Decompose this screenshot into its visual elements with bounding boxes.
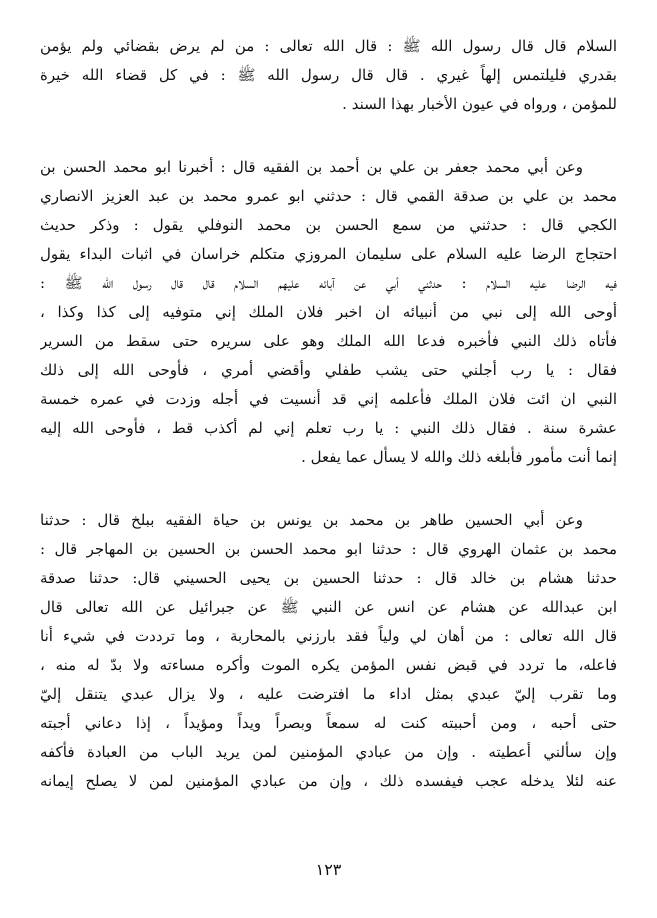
text-line: قال الله تعالى : من أهان لي ولياً فقد بارزني بالمحاربة ، وما ترددت في شيء أنا bbox=[40, 627, 617, 645]
paragraph-gap bbox=[40, 472, 617, 506]
text-line: أوحى الله إلى نبي من أنبيائه ان اخبر فلان الملك إني متوفيه إلى كذا وكذا ، bbox=[40, 303, 617, 321]
text-line: النبي ان ائت فلان الملك فأعلمه إني قد أنسيت في أجله وزدت في عمره خمسة bbox=[40, 390, 617, 408]
text-line: فأتاه ذلك النبي فأخبره فدعا الله الملك وهو على سريره حتى سقط من السرير bbox=[40, 332, 617, 350]
text-line: ابن عبدالله عن هشام عن انس عن النبي ﷺ عن جبرائيل عن الله تعالى قال bbox=[40, 598, 617, 616]
text-line: وإن سألني أعطيته . وإن من عبادي المؤمنين لمن يريد الباب من العبادة فأكفه bbox=[40, 743, 617, 761]
paragraph-2 bbox=[40, 153, 617, 472]
text-line: وعن أبي الحسين طاهر بن محمد بن يونس بن حياة الفقيه ببلخ قال : حدثنا bbox=[40, 511, 583, 529]
paragraph-3 bbox=[40, 506, 617, 796]
paragraph-1 bbox=[40, 32, 617, 119]
text-line: عنه لئلا يدخله عجب فيفسده ذلك ، وإن من عبادي المؤمنين لمن لا يصلح إيمانه bbox=[40, 772, 617, 790]
text-line: احتجاج الرضا عليه السلام على سليمان المروزي متكلم خراسان في اثبات البداء يقول bbox=[40, 245, 617, 263]
text-line: بقدري فليلتمس إلهاً غيري . قال قال رسول الله ﷺ : في كل قضاء الله خيرة bbox=[40, 66, 617, 84]
text-line: فقال : يا رب أجلني حتى يشب طفلي وأقضي أمري ، فأوحى الله إلى ذلك bbox=[40, 361, 617, 379]
paragraph-gap bbox=[40, 119, 617, 153]
page-number: ١٢٣ bbox=[315, 860, 342, 879]
text-line: محمد بن عثمان الهروي قال : حدثنا ابو محمد الحسن بن الحسين بن المهاجر قال : bbox=[40, 540, 617, 558]
text-line: حدثنا هشام بن خالد قال : حدثنا الحسين بن يحيى الحسيني قال: حدثنا صدقة bbox=[40, 569, 617, 587]
book-page bbox=[40, 32, 617, 918]
text-line: محمد بن علي بن صدقة القمي قال : حدثني ابو عمرو محمد بن عبد العزيز الانصاري bbox=[40, 187, 617, 205]
text-line: عشرة سنة . فقال ذلك النبي : يا رب تعلم إني لم أكذب قط ، فأوحى الله إليه bbox=[40, 419, 617, 437]
text-line: إنما أنت مأمور فأبلغه ذلك والله لا يسأل عما يفعل . bbox=[301, 448, 617, 466]
text-line: الكجي قال : حدثني من سمع الحسن بن محمد النوفلي يقول : وذكر حديث bbox=[40, 216, 617, 234]
text-line: للمؤمن ، ورواه في عيون الأخبار بهذا السند . bbox=[342, 95, 617, 113]
text-line: وما تقرب إليّ عبدي بمثل اداء ما افترضت عليه ، ولا يزال عبدي يتنقل إليّ bbox=[40, 685, 617, 703]
text-line: السلام قال قال رسول الله ﷺ : قال الله تعالى : من لم يرض بقضائي ولم يؤمن bbox=[40, 37, 617, 55]
text-line: وعن أبي محمد جعفر بن علي بن أحمد بن الفقيه قال : أخبرنا ابو محمد الحسن بن bbox=[40, 158, 583, 176]
text-line: فاعله، ما تردد في قبض نفس المؤمن يكره الموت وأكره مساءته ولا بدّ له منه ، bbox=[40, 656, 617, 674]
text-line: حتى أحبه ، ومن أحببته كنت له سمعاً وبصراً ويداً ومؤيداً ، إذا دعاني أجبته bbox=[40, 714, 617, 732]
text-line: فيه الرضا عليه السلام : حدثني أبي عن آبائه عليهم السلام قال قال رسول الله ﷺ : bbox=[40, 274, 617, 292]
